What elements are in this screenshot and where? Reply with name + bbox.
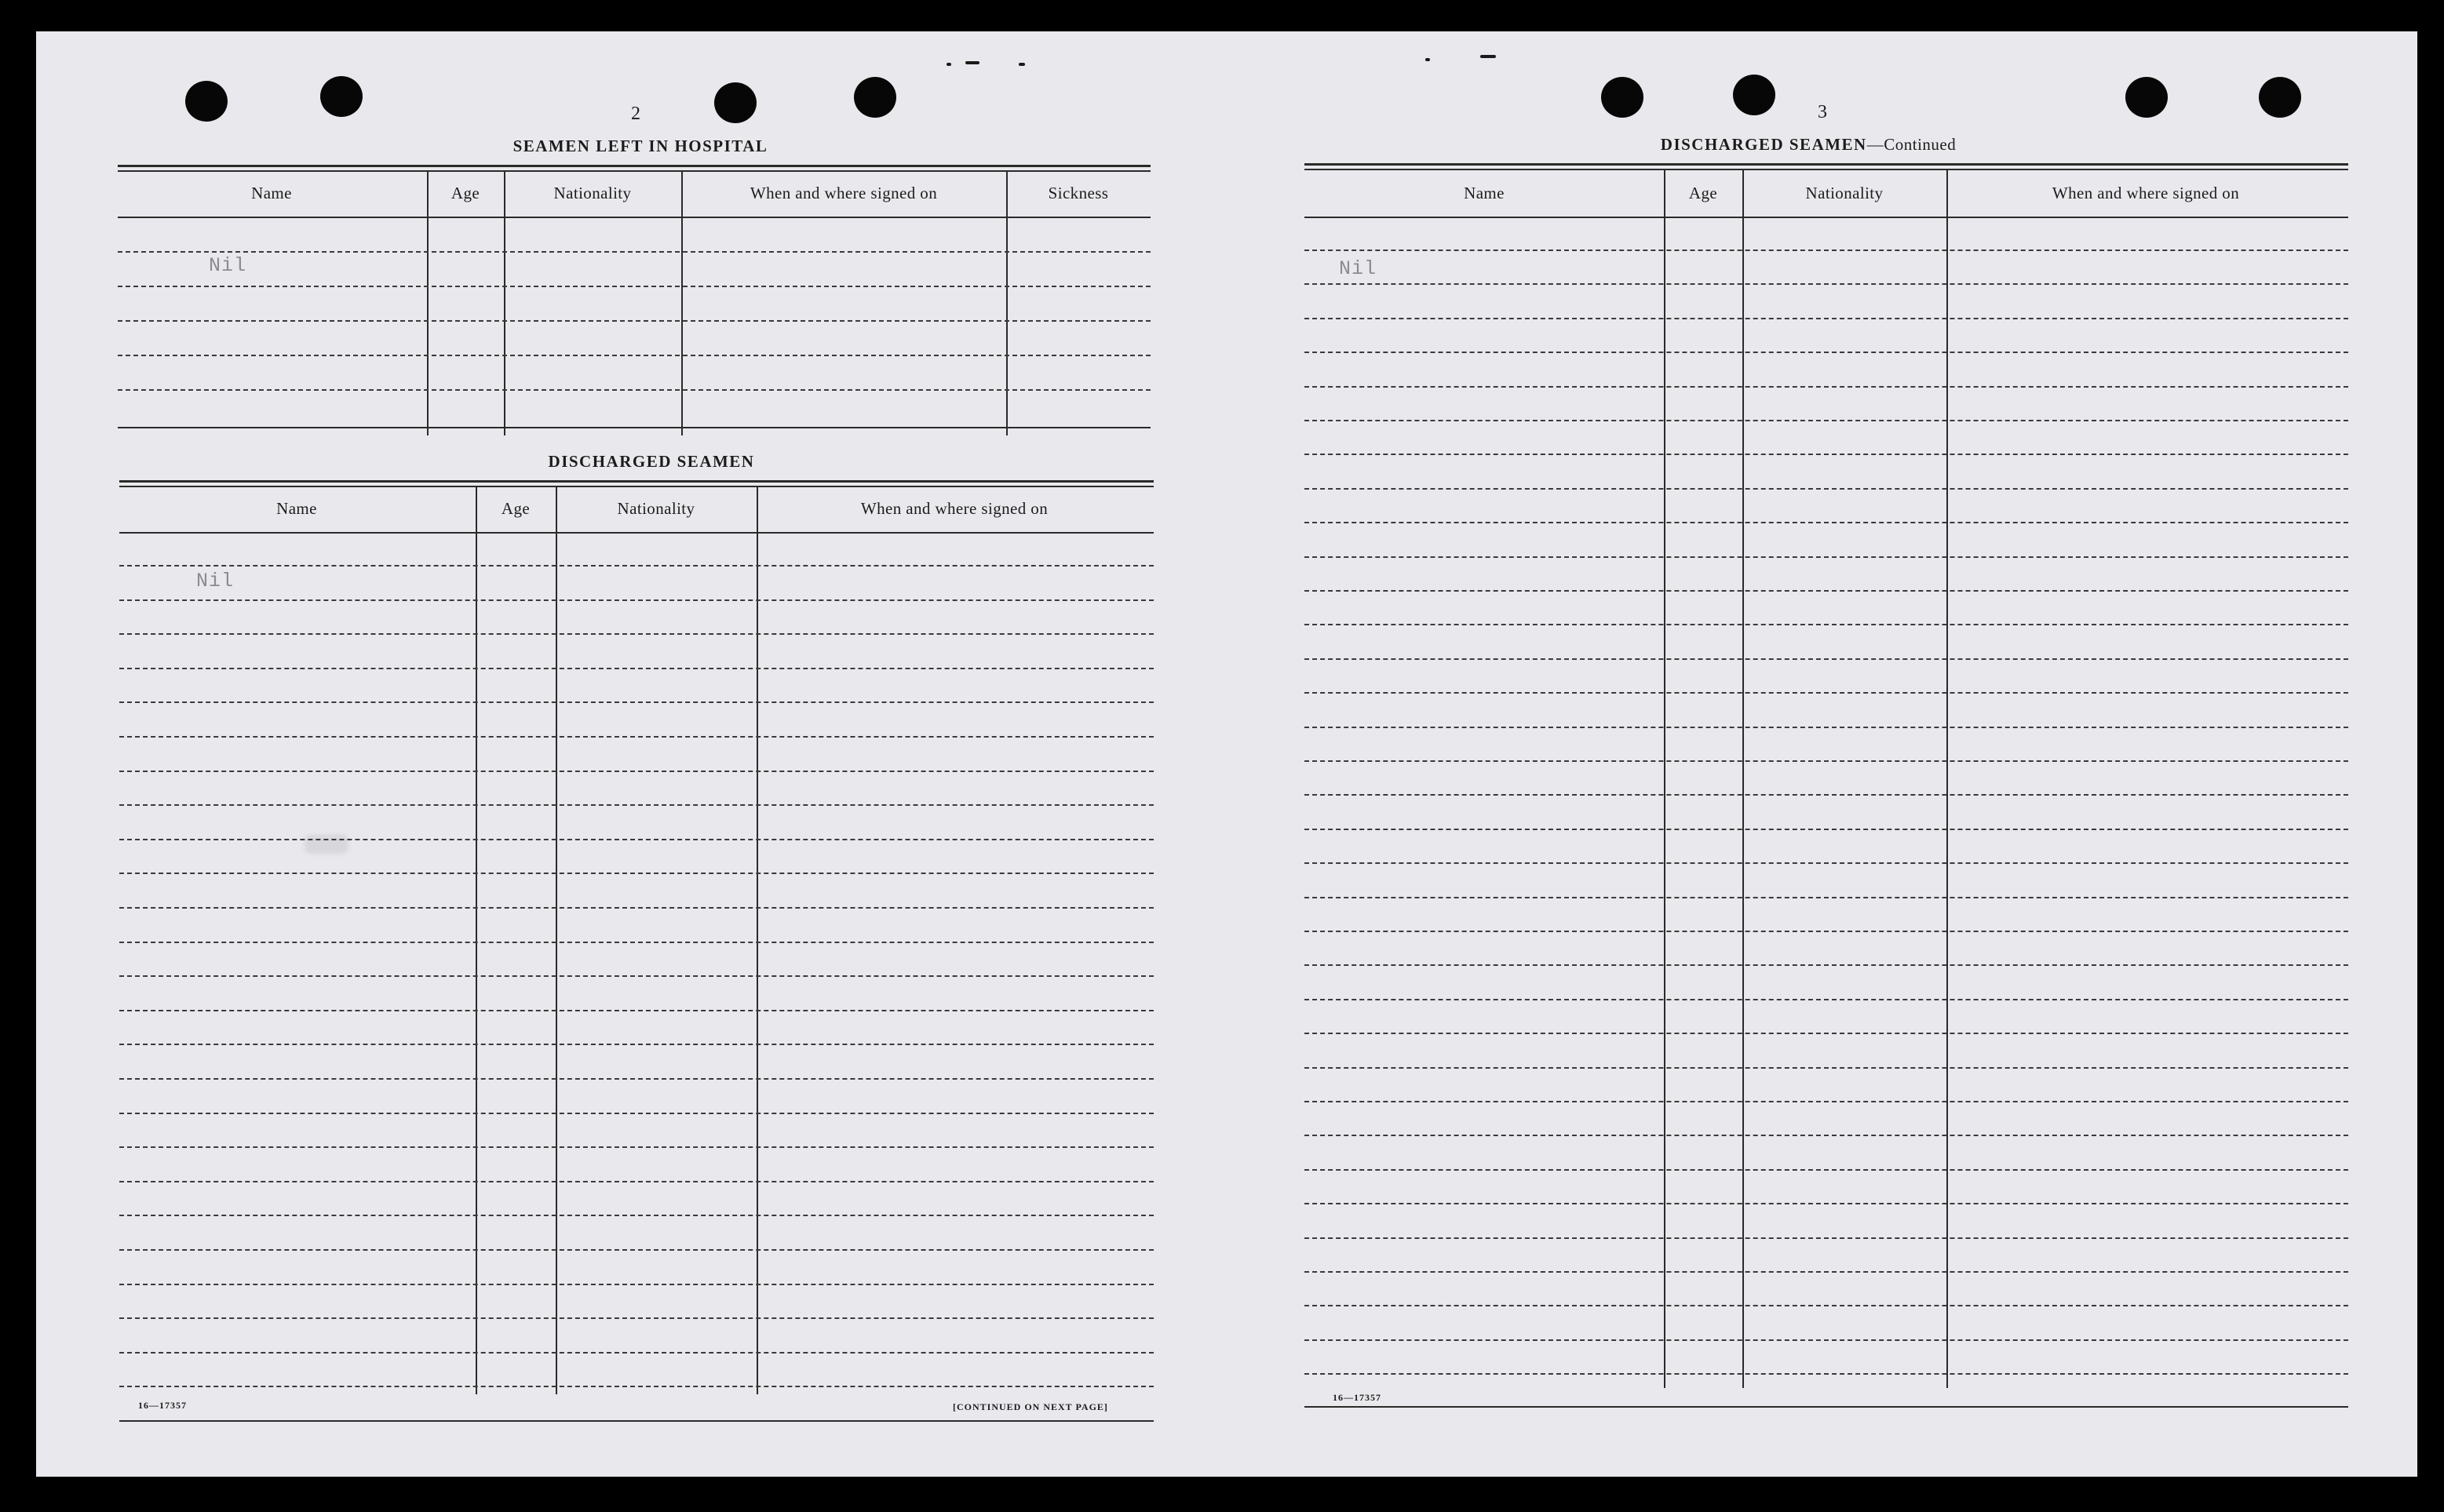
row-rule (1304, 1271, 2348, 1273)
row-rule (119, 633, 1154, 635)
row-rule (119, 1249, 1154, 1251)
punch-hole (2125, 77, 2168, 118)
punch-hole (714, 82, 757, 123)
form-number-left: 16—17357 (138, 1400, 187, 1411)
entry-nil: Nil (209, 254, 247, 277)
row-rule (119, 839, 1154, 840)
row-rule (119, 975, 1154, 977)
row-rule (119, 1284, 1154, 1285)
row-rule (1304, 862, 2348, 864)
section-title-discharged-continued (1661, 135, 1956, 155)
column-header-nationality: Nationality (553, 184, 632, 202)
section-title-hospital: SEAMEN LEFT IN HOSPITAL (513, 137, 768, 155)
column-header-sickness: Sickness (1048, 184, 1109, 202)
row-rule (1304, 488, 2348, 490)
row-rule (1304, 829, 2348, 830)
ink-mark (1480, 55, 1496, 58)
column-header-name: Name (1464, 184, 1505, 202)
column-header-age: Age (450, 184, 480, 202)
section-title-discharged: DISCHARGED SEAMEN (548, 452, 755, 471)
row-rule (119, 942, 1154, 943)
row-rule (1304, 454, 2348, 455)
row-rule (1304, 760, 2348, 762)
row-rule (1304, 999, 2348, 1000)
row-rule (1304, 352, 2348, 353)
row-rule (1304, 1033, 2348, 1034)
row-rule (1304, 897, 2348, 898)
row-rule (119, 1146, 1154, 1148)
row-rule (119, 804, 1154, 806)
section-title-text: DISCHARGED SEAMEN (1660, 135, 1867, 154)
punch-hole (320, 76, 363, 117)
row-rule (119, 668, 1154, 669)
row-rule (1304, 420, 2348, 421)
row-rule (119, 1317, 1154, 1319)
punch-hole (1733, 75, 1775, 115)
column-header-when-where: When and where signed on (860, 499, 1049, 518)
row-rule (119, 1113, 1154, 1114)
row-rule (1304, 1067, 2348, 1069)
row-rule (1304, 1373, 2348, 1375)
punch-hole (1601, 77, 1643, 118)
row-rule (119, 1215, 1154, 1216)
punch-hole (185, 81, 228, 122)
ink-mark (965, 61, 979, 64)
ledger-sheet (36, 31, 2417, 1477)
column-header-age: Age (501, 499, 531, 518)
section-title-suffix: —Continued (1866, 135, 1957, 154)
row-rule (119, 701, 1154, 703)
row-rule (119, 1044, 1154, 1045)
ink-smudge (305, 835, 348, 854)
page-number-left: 2 (631, 104, 640, 124)
form-number-right: 16—17357 (1333, 1392, 1381, 1403)
column-header-name: Name (251, 184, 292, 202)
discharged-continued-table (1304, 163, 2348, 1419)
row-rule (1304, 283, 2348, 285)
row-rule (1304, 1339, 2348, 1341)
row-rule (119, 1386, 1154, 1387)
row-rule (1304, 1101, 2348, 1102)
row-rule (1304, 386, 2348, 388)
column-header-nationality: Nationality (1805, 184, 1884, 202)
row-rule (119, 771, 1154, 772)
entry-nil: Nil (1339, 257, 1377, 280)
row-rule (1304, 1169, 2348, 1171)
punch-hole (854, 77, 896, 118)
row-rule (1304, 964, 2348, 966)
column-header-when-where: When and where signed on (750, 184, 938, 202)
row-rule (119, 565, 1154, 567)
row-rule (1304, 1135, 2348, 1136)
row-rule (1304, 692, 2348, 694)
row-rule (1304, 522, 2348, 523)
hospital-table (118, 165, 1151, 463)
row-rule (1304, 1237, 2348, 1239)
discharged-table (119, 480, 1154, 1422)
row-rule (119, 1078, 1154, 1080)
row-rule (119, 599, 1154, 601)
row-rule (1304, 794, 2348, 796)
column-header-nationality: Nationality (617, 499, 695, 518)
row-rule (119, 873, 1154, 874)
punch-hole (2259, 77, 2301, 118)
row-rule (119, 1352, 1154, 1354)
row-rule (119, 1181, 1154, 1182)
page-number-right: 3 (1818, 102, 1827, 122)
row-rule (119, 1010, 1154, 1011)
row-rule (1304, 318, 2348, 319)
ink-mark (1019, 63, 1025, 66)
row-rule (1304, 1305, 2348, 1306)
row-rule (1304, 1203, 2348, 1204)
column-header-when-where: When and where signed on (2052, 184, 2240, 202)
row-rule (1304, 250, 2348, 251)
row-rule (1304, 658, 2348, 660)
row-rule (1304, 727, 2348, 728)
continued-note: [CONTINUED ON NEXT PAGE] (953, 1401, 1108, 1412)
entry-nil: Nil (196, 570, 235, 592)
row-rule (1304, 590, 2348, 592)
column-header-name: Name (276, 499, 317, 518)
ink-mark (1425, 58, 1430, 61)
row-rule (119, 736, 1154, 738)
ink-mark (947, 63, 951, 66)
row-rule (1304, 931, 2348, 932)
row-rule (119, 907, 1154, 909)
column-header-age: Age (1688, 184, 1718, 202)
row-rule (1304, 556, 2348, 558)
row-rule (1304, 624, 2348, 625)
